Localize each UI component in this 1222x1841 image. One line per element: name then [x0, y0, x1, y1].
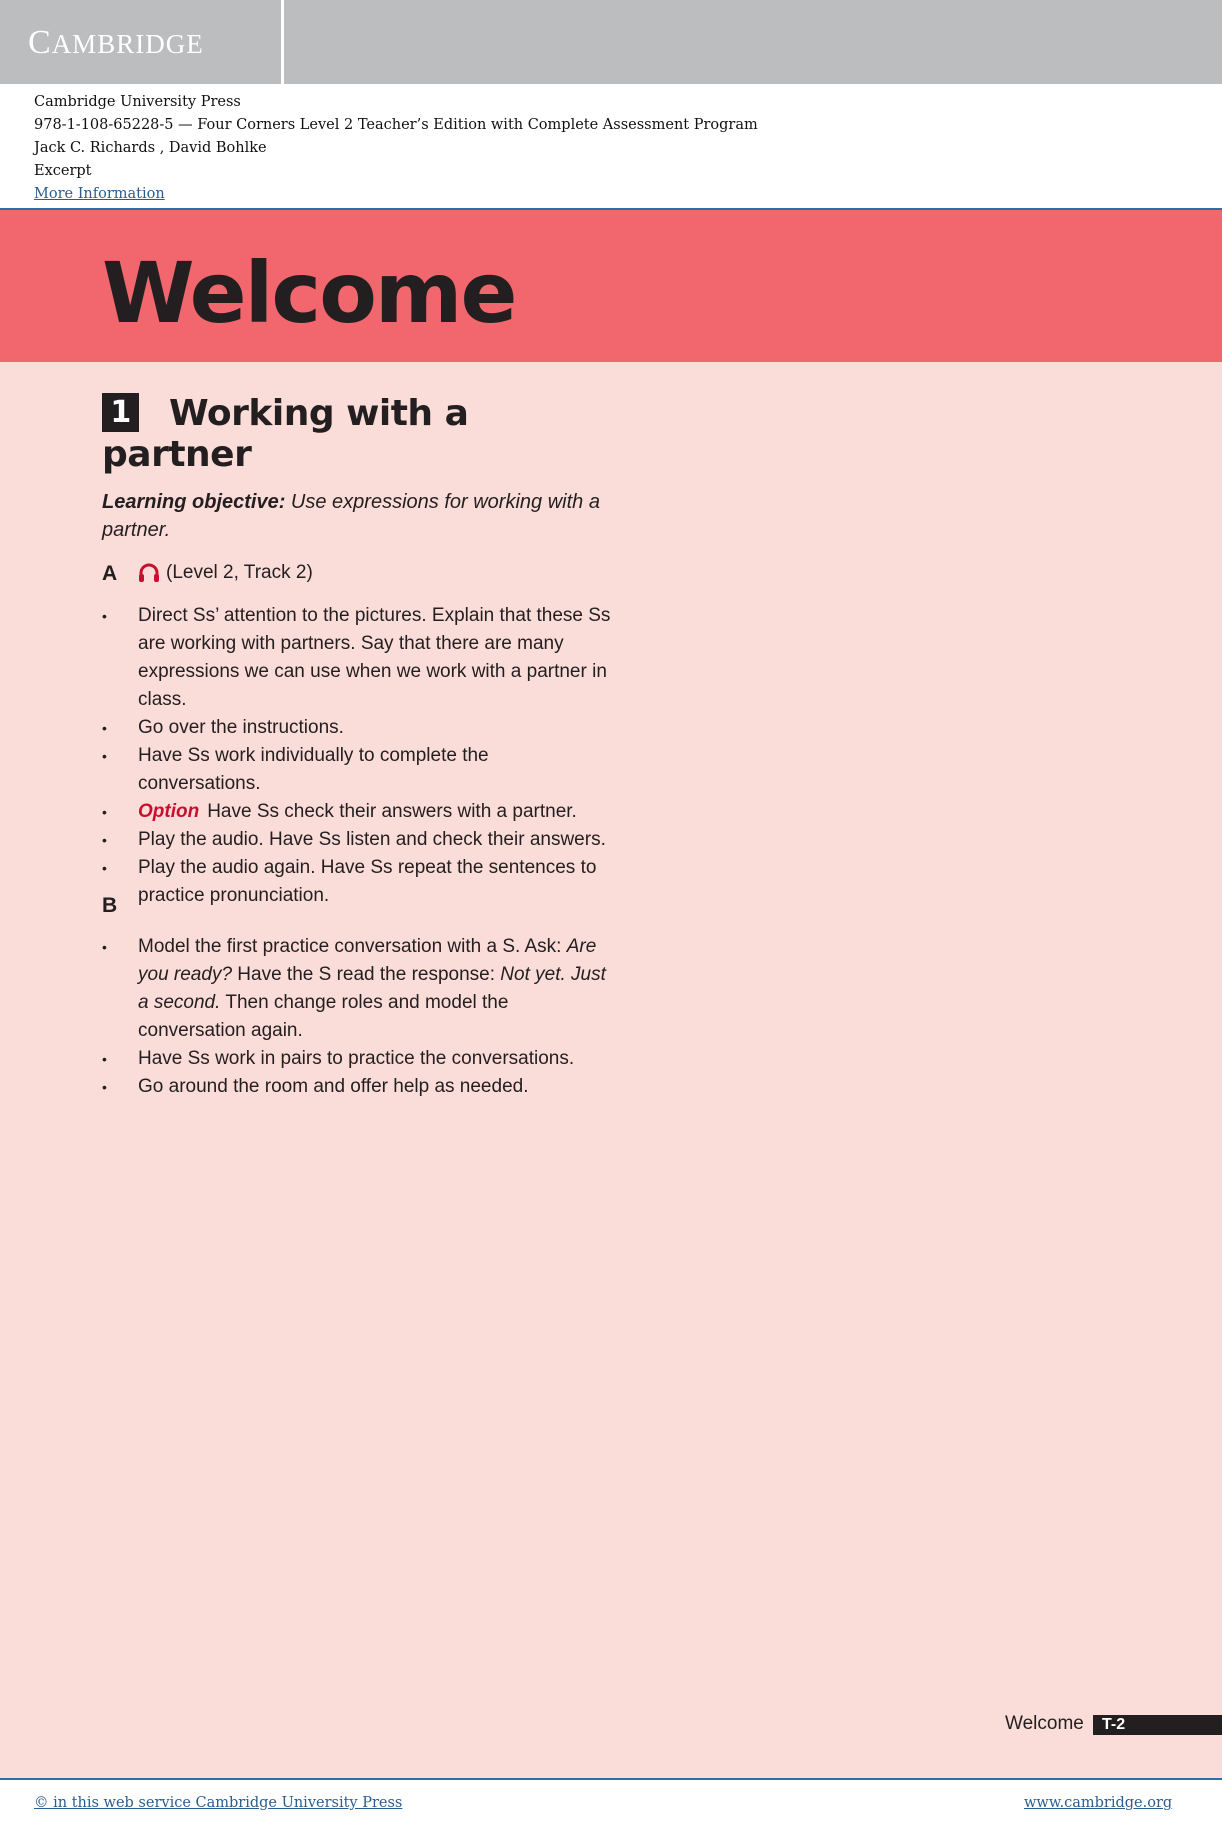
book-metadata [34, 91, 758, 206]
list-item: • Go over the instructions. [102, 717, 344, 738]
part-a-label: A [102, 562, 118, 585]
publisher-header-bar [0, 0, 1222, 84]
section-heading [102, 393, 522, 475]
page-number: T-2 [1093, 1715, 1222, 1735]
list-item: • Play the audio. Have Ss listen and check their answers. [102, 829, 606, 850]
list-item: • Have Ss work in pairs to practice the conversations. [102, 1048, 575, 1069]
objective-text: Use expressions for working with a partner. [102, 491, 600, 541]
list-item: • Play the audio again. Have Ss repeat the sentences to practice pronunciation. [102, 857, 597, 906]
welcome-banner [0, 210, 1222, 362]
part-b-list [102, 933, 612, 1101]
part-b-label: B [102, 894, 118, 917]
learning-objective [102, 488, 602, 544]
footer-rule [0, 1778, 1222, 1780]
website-link[interactable]: www.cambridge.org [1024, 1795, 1173, 1811]
more-information-link[interactable]: More Information [34, 186, 165, 202]
list-item: • Go around the room and offer help as needed. [102, 1076, 529, 1097]
page-body [0, 362, 1222, 1778]
page-title: Welcome [102, 244, 516, 342]
list-item: • Have Ss work individually to complete the conversations. [102, 745, 489, 794]
copyright-link[interactable]: © in this web service Cambridge University Press [34, 1795, 403, 1811]
authors: Jack C. Richards , David Bohlke [34, 140, 267, 156]
isbn-title: 978-1-108-65228-5 — Four Corners Level 2 Teacher’s Edition with Complete Assessment Program [34, 117, 758, 133]
audio-track [138, 562, 313, 584]
objective-label: Learning objective: [102, 491, 286, 513]
track-label: (Level 2, Track 2) [166, 562, 313, 583]
cambridge-logo: CAMBRIDGE [28, 24, 204, 61]
headphones-icon [138, 563, 160, 583]
list-item: • Option Have Ss check their answers with a partner. [102, 801, 577, 822]
running-footer-label: Welcome [1005, 1713, 1084, 1734]
option-label: Option [138, 801, 200, 822]
section-number: 1 [102, 393, 139, 432]
section-title: Working with a partner [102, 393, 469, 475]
header-divider [281, 0, 284, 84]
part-a-list [102, 602, 612, 910]
list-item: • Model the first practice conversation with a S. Ask: Are you ready? Have the S read the response: Not yet. Just a second. Then change roles and model the conversation again. [102, 936, 606, 1041]
excerpt-label: Excerpt [34, 163, 92, 179]
list-item: • Direct Ss’ attention to the pictures. Explain that these Ss are working with partners. Say that there are many expressions we can use when we work with a partner in class. [102, 605, 611, 710]
publisher-name: Cambridge University Press [34, 94, 241, 110]
